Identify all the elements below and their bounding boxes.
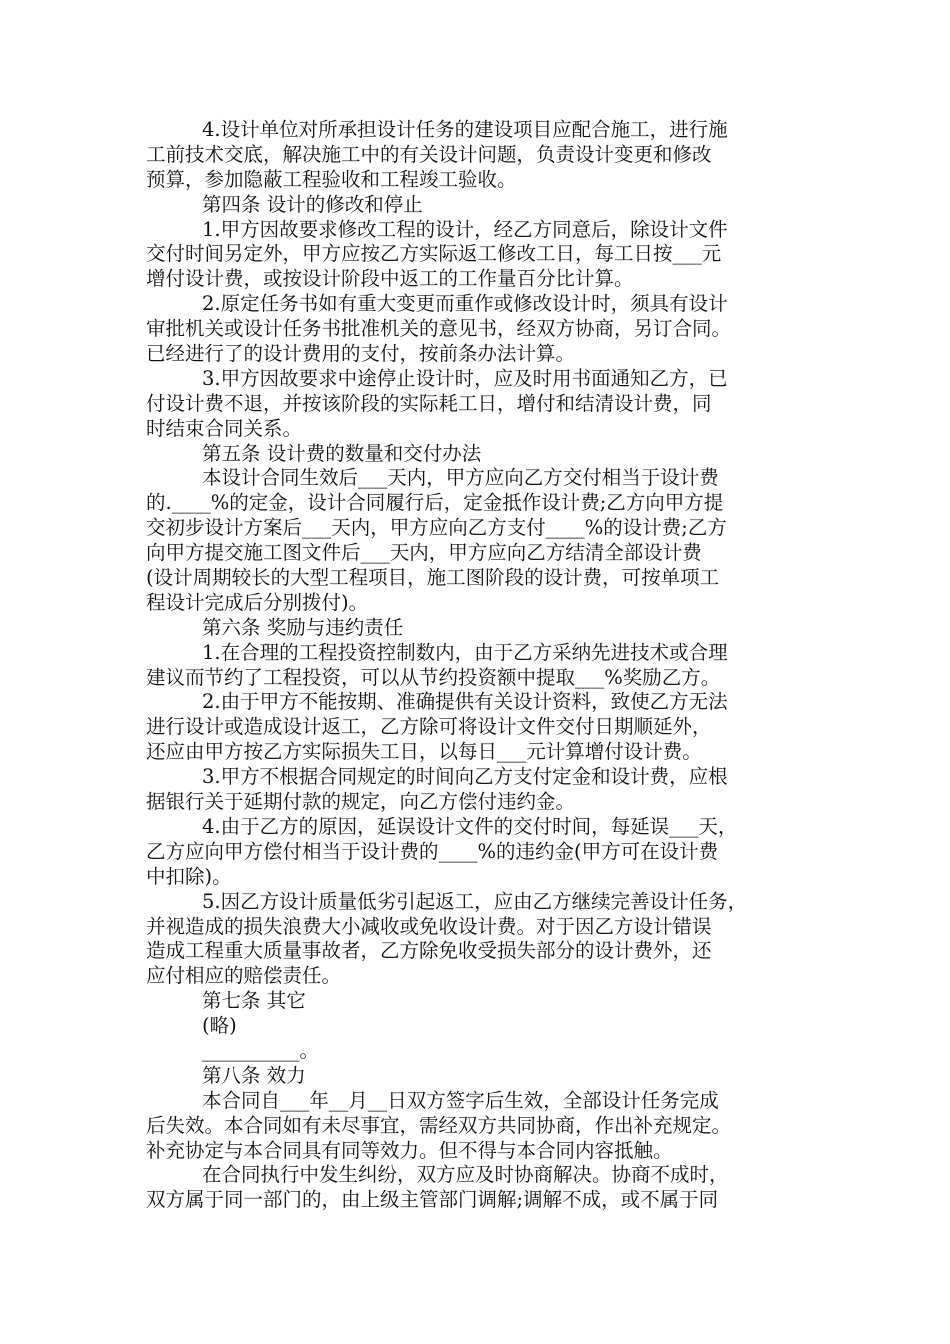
- document-line: 2.由于甲方不能按期、准确提供有关设计资料，致使乙方无法: [202, 690, 728, 714]
- document-line: 在合同执行中发生纠纷，双方应及时协商解决。协商不成时，: [202, 1163, 729, 1187]
- document-line: 中扣除)。: [146, 864, 232, 888]
- document-line: 已经进行了的设计费用的支付，按前条办法计算。: [146, 342, 576, 366]
- document-line: (设计周期较长的大型工程项目，施工图阶段的设计费，可按单项工: [146, 566, 720, 590]
- document-line: 1.在合理的工程投资控制数内，由于乙方采纳先进技术或合理: [202, 640, 728, 664]
- document-line: 增付设计费，或按设计阶段中返工的工作量百分比计算。: [146, 267, 634, 291]
- document-line: 本合同自___年__月__日双方签字后生效，全部设计任务完成: [202, 1088, 719, 1112]
- document-line: 补充协定与本合同具有同等效力。但不得与本合同内容抵触。: [146, 1138, 673, 1162]
- document-line: 交初步设计方案后___天内，甲方应向乙方支付____%的设计费;乙方: [146, 516, 727, 540]
- document-line: 还应由甲方按乙方实际损失工日，以每日___元计算增付设计费。: [146, 740, 702, 764]
- document-line: 3.甲方不根据合同规定的时间向乙方支付定金和设计费，应根: [202, 765, 728, 789]
- document-line: 交付时间另定外，甲方应按乙方实际返工修改工日，每工日按___元: [146, 242, 722, 266]
- document-line: 乙方应向甲方偿付相当于设计费的____%的违约金(甲方可在设计费: [146, 839, 719, 863]
- document-line: 程设计完成后分别拨付)。: [146, 590, 369, 614]
- document-line: 应付相应的赔偿责任。: [146, 964, 342, 988]
- document-line: 第七条 其它: [202, 989, 306, 1013]
- document-line: 付设计费不退，并按该阶段的实际耗工日，增付和结清设计费，同: [146, 391, 712, 415]
- document-line: 本设计合同生效后___天内，甲方应向乙方交付相当于设计费: [202, 466, 719, 490]
- document-line: 2.原定任务书如有重大变更而重作或修改设计时，须具有设计: [202, 292, 728, 316]
- document-line: 向甲方提交施工图文件后___天内，甲方应向乙方结清全部设计费: [146, 541, 702, 565]
- document-line: 3.甲方因故要求中途停止设计时，应及时用书面通知乙方，已: [202, 366, 728, 390]
- document-line: 双方属于同一部门的，由上级主管部门调解;调解不成，或不属于同: [146, 1188, 719, 1212]
- document-line: 据银行关于延期付款的规定，向乙方偿付违约金。: [146, 790, 576, 814]
- document-line: 第五条 设计费的数量和交付办法: [202, 441, 482, 465]
- document-line: 建议而节约了工程投资，可以从节约投资额中提取___%奖励乙方。: [146, 665, 721, 689]
- document-body: [146, 118, 832, 1213]
- document-line: (略): [202, 1014, 237, 1038]
- document-line: 第四条 设计的修改和停止: [202, 192, 423, 216]
- document-line: 预算，参加隐蔽工程验收和工程竣工验收。: [146, 167, 517, 191]
- document-line: 进行设计或造成设计返工，乙方除可将设计文件交付日期顺延外，: [146, 715, 712, 739]
- document-line: 并视造成的损失浪费大小减收或免收设计费。对于因乙方设计错误: [146, 914, 712, 938]
- document-line: 4.由于乙方的原因，延误设计文件的交付时间，每延误___天，: [202, 814, 738, 838]
- document-line: 时结束合同关系。: [146, 416, 303, 440]
- document-line: 审批机关或设计任务书批准机关的意见书，经双方协商，另订合同。: [146, 317, 732, 341]
- document-line: 造成工程重大质量事故者，乙方除免收受损失部分的设计费外，还: [146, 939, 712, 963]
- document-line: 后失效。本合同如有未尽事宜，需经双方共同协商，作出补充规定。: [146, 1113, 732, 1137]
- document-line: 4.设计单位对所承担设计任务的建设项目应配合施工，进行施: [202, 118, 728, 141]
- document-line: 1.甲方因故要求修改工程的设计，经乙方同意后，除设计文件: [202, 217, 728, 241]
- document-line: __________。: [202, 1038, 320, 1062]
- document-line: 的.____%的定金，设计合同履行后，定金抵作设计费;乙方向甲方提: [146, 491, 724, 515]
- document-line: 第六条 奖励与违约责任: [202, 615, 404, 639]
- document-line: 工前技术交底，解决施工中的有关设计问题，负责设计变更和修改: [146, 142, 712, 166]
- document-line: 第八条 效力: [202, 1063, 306, 1087]
- document-line: 5.因乙方设计质量低劣引起返工，应由乙方继续完善设计任务，: [202, 889, 748, 913]
